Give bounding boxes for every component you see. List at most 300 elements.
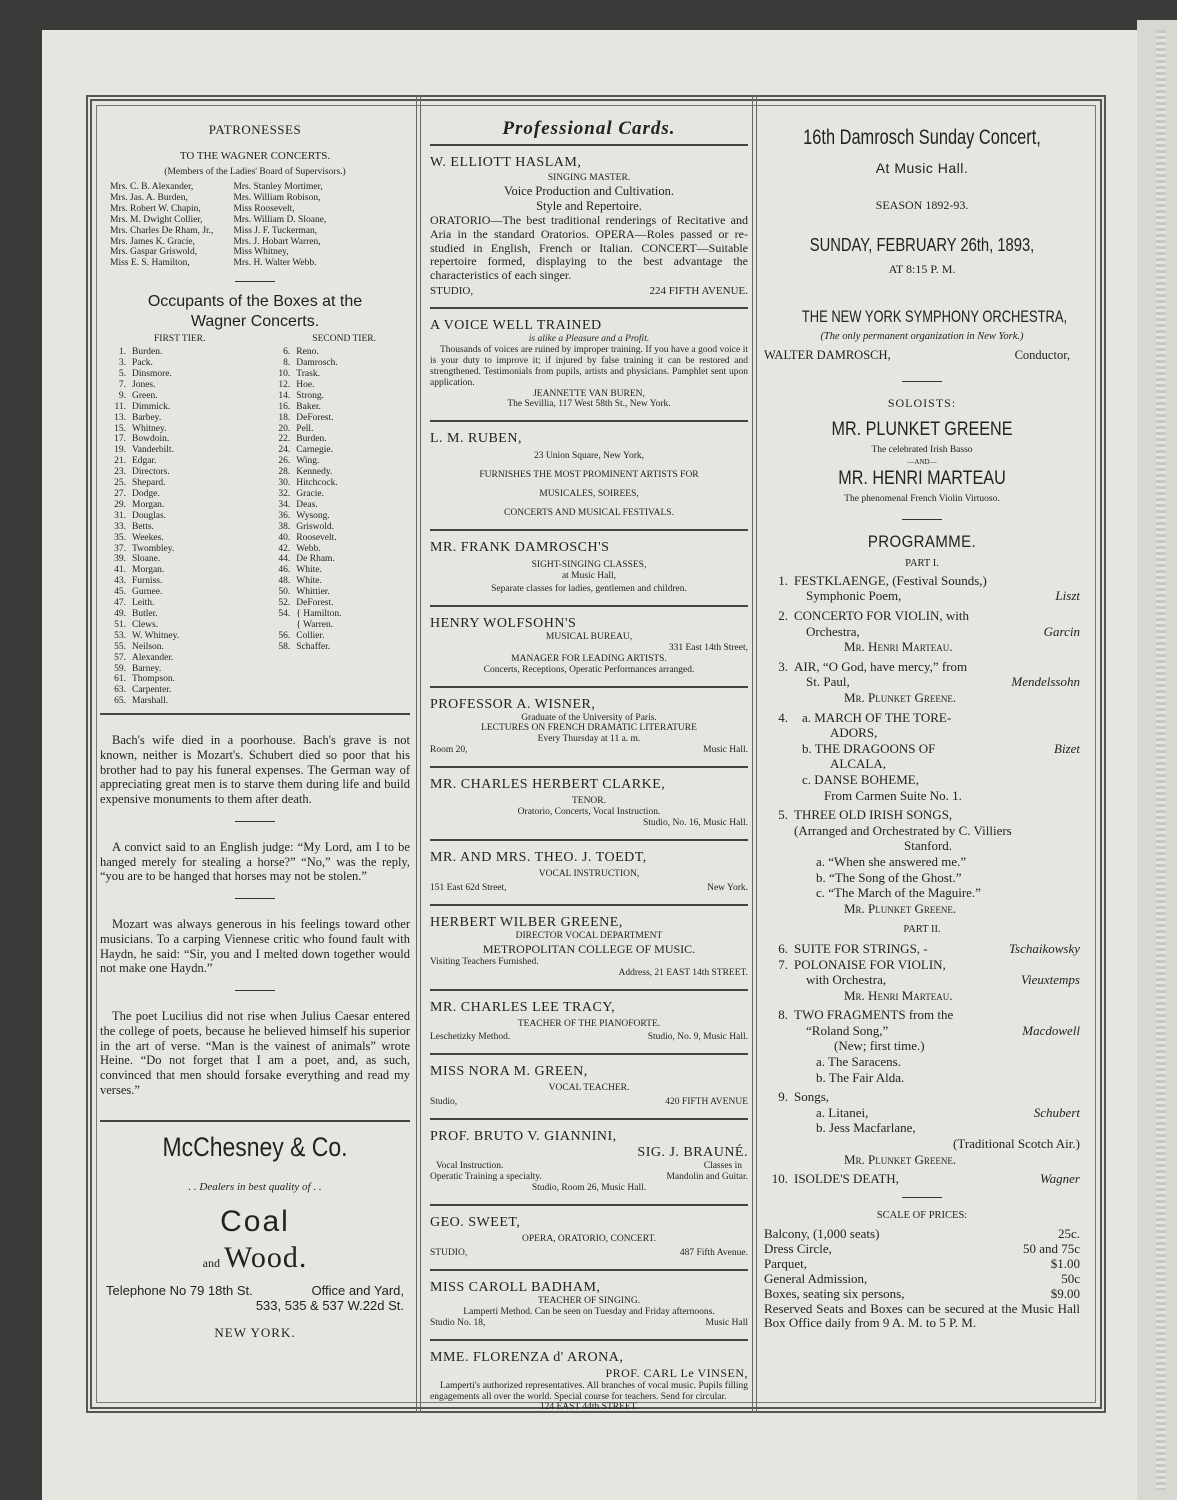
card-rule	[430, 839, 748, 841]
soloist-desc: The celebrated Irish Basso	[871, 445, 973, 455]
box-number: 53.	[114, 630, 126, 641]
box-row	[268, 413, 376, 424]
price-label: Dress Circle,	[764, 1240, 832, 1256]
box-row	[104, 554, 205, 565]
card-line: Visiting Teachers Furnished.	[430, 956, 539, 967]
item-number: 6.	[778, 940, 788, 956]
box-occupant: Furniss.	[132, 576, 163, 587]
patroness: Mrs. Robert W. Chapin,	[110, 203, 201, 214]
prices-title: SCALE OF PRICES:	[876, 1209, 968, 1221]
box-occupant: Kennedy.	[296, 467, 333, 478]
box-number: 47.	[114, 598, 126, 609]
item-composer: Garcin	[1043, 623, 1080, 639]
box-number: 32.	[278, 489, 291, 499]
box-number: 45.	[114, 587, 126, 598]
box-row	[104, 413, 205, 424]
card-name: SIG. J. BRAUNÉ.	[637, 1145, 748, 1161]
box-number: 61.	[114, 674, 126, 685]
box-occupant: Damrosch.	[296, 358, 338, 369]
box-occupant: Carnegie.	[296, 445, 333, 456]
item-subtitle: Stanford.	[904, 838, 953, 854]
item-number: 3.	[778, 658, 788, 674]
soloist-name: MR. HENRI MARTEAU	[838, 467, 1006, 489]
patroness: Mrs. Jas. A. Burden,	[110, 192, 188, 203]
box-row	[268, 533, 376, 544]
ad-company: McChesney & Co.	[162, 1131, 348, 1162]
box-number: 48.	[278, 576, 291, 587]
patronesses-right	[233, 182, 326, 269]
card-address: 420 FIFTH AVENUE	[665, 1097, 748, 1108]
item-composer: Mendelssohn	[1011, 674, 1080, 690]
box-row	[104, 522, 205, 533]
box-row	[268, 522, 376, 533]
box-occupant: Marshall.	[132, 696, 169, 707]
box-row	[268, 424, 376, 435]
card-name: HERBERT WILBER GREENE,	[430, 914, 623, 930]
box-row	[268, 620, 376, 631]
box-number: 44.	[278, 554, 291, 565]
card-name: MR. CHARLES LEE TRACY,	[430, 999, 616, 1015]
item-title: Songs,	[794, 1089, 830, 1105]
second-tier-label: SECOND TIER.	[312, 334, 376, 345]
box-occupant: Dodge.	[132, 489, 160, 499]
item-part: ADORS,	[830, 725, 878, 741]
box-number: 6.	[283, 347, 291, 358]
card-footer	[430, 1318, 748, 1329]
conductor-name: WALTER DAMROSCH,	[764, 348, 891, 362]
conductor-line	[764, 348, 1080, 363]
divider	[902, 381, 942, 382]
box-row	[104, 631, 205, 642]
card-footer	[430, 883, 748, 894]
box-occupant: White.	[296, 565, 322, 576]
item-part: ALCALA,	[830, 756, 886, 772]
card-role: SINGING MASTER.	[547, 173, 631, 183]
box-occupant: Jones.	[132, 379, 156, 390]
box-occupant: Barbey.	[132, 412, 162, 423]
box-number: 39.	[114, 554, 126, 565]
item-composer: Schubert	[1033, 1104, 1080, 1120]
patroness: Miss E. S. Hamilton,	[110, 258, 190, 269]
box-row	[104, 598, 205, 609]
box-number: 27.	[114, 489, 126, 499]
box-occupant: De Rham.	[296, 554, 335, 565]
card-sig: JEANNETTE VAN BUREN,	[533, 388, 645, 399]
box-row	[268, 576, 376, 587]
box-number: 8.	[283, 358, 291, 369]
box-row	[104, 533, 205, 544]
box-row	[268, 609, 376, 620]
item-subtitle: Orchestra,	[806, 623, 860, 639]
item-title: THREE OLD IRISH SONGS,	[794, 807, 953, 823]
card-address: 151 East 62d Street,	[430, 882, 507, 893]
cards-title: Professional Cards.	[502, 118, 676, 139]
box-occupant: Wing.	[296, 456, 320, 467]
box-row	[268, 456, 376, 467]
box-number: 54.	[278, 608, 291, 619]
card-name: A VOICE WELL TRAINED	[430, 317, 602, 333]
item-composer: Macdowell	[1022, 1022, 1080, 1038]
box-occupant: Gracie.	[296, 489, 324, 499]
card-line: VOCAL INSTRUCTION,	[538, 868, 640, 879]
box-row	[104, 653, 205, 664]
box-row	[104, 402, 205, 413]
card-sub: is alike a Pleasure and a Profit.	[528, 333, 650, 344]
card-rule	[430, 1053, 748, 1055]
box-number: 23.	[114, 467, 126, 478]
card-address: 331 East 14th Street,	[668, 642, 748, 653]
box-row	[268, 598, 376, 609]
divider	[235, 898, 275, 899]
boxes-title-line: Wagner Concerts.	[190, 313, 320, 331]
box-occupant: Edgar.	[132, 456, 157, 467]
box-occupant: Alexander.	[132, 652, 174, 663]
price-label: General Admission,	[764, 1270, 868, 1286]
item-number: 8.	[778, 1007, 788, 1023]
ad-wood: Wood.	[223, 1240, 308, 1274]
patronesses-subtitle: TO THE WAGNER CONCERTS.	[179, 150, 331, 162]
card-line: Voice Production and Cultivation.	[504, 183, 674, 198]
item-part: a. “When she answered me.”	[816, 853, 967, 869]
card-badham	[430, 1277, 748, 1333]
box-number: 25.	[114, 478, 126, 489]
programme-list	[764, 573, 1080, 1187]
card-line: TEACHER OF THE PIANOFORTE.	[517, 1018, 661, 1029]
conductor-role: Conductor,	[1014, 348, 1070, 362]
patroness: Mrs. Stanley Mortimer,	[233, 181, 323, 192]
card-damrosch	[430, 537, 748, 599]
programme-item	[764, 1089, 1080, 1167]
patronesses-left	[110, 182, 213, 269]
card-name: GEO. SWEET,	[430, 1215, 521, 1231]
anecdote: The poet Lucilius did not rise when Julius Caesar entered the college of poets, because he believed himself his superior in the art of verse. “Man is the vainest of animals” wrote Heine. “Do not forget that I am a poet, and, as such, convinced that men should forsake everything and read my verses.”	[100, 1009, 410, 1097]
box-occupant: DeForest.	[296, 412, 334, 423]
orchestra-note: (The only permanent organization in New York.)	[820, 331, 1024, 342]
box-row	[104, 565, 205, 576]
card-arona	[430, 1347, 748, 1418]
price-label: Parquet,	[764, 1255, 807, 1271]
box-number: 7.	[118, 379, 126, 390]
box-row	[104, 489, 205, 500]
item-subtitle: From Carmen Suite No. 1.	[824, 787, 962, 803]
patroness: Mrs. Charles De Rham, Jr.,	[110, 225, 214, 236]
box-occupant: Morgan.	[132, 499, 165, 510]
box-occupant: Sloane.	[132, 554, 161, 565]
box-row	[268, 642, 376, 653]
price-list	[764, 1227, 1080, 1302]
card-studio: Studio No. 18,	[430, 1317, 486, 1328]
box-number: 18.	[278, 412, 291, 423]
patroness: Mrs. C. B. Alexander,	[110, 181, 194, 192]
box-occupant: Clews.	[132, 619, 159, 630]
programme-item	[764, 941, 1080, 957]
box-occupant: Shepard.	[132, 478, 166, 489]
card-line: OPERA, ORATORIO, CONCERT.	[522, 1234, 656, 1245]
section-rule	[100, 713, 410, 715]
item-part: a. MARCH OF THE TORE-	[802, 709, 952, 725]
patroness: Miss J. F. Tuckerman,	[233, 225, 318, 236]
card-rule	[430, 420, 748, 422]
box-number: 41.	[114, 565, 126, 576]
programme-item	[764, 807, 1080, 916]
programme-item	[764, 957, 1080, 1004]
card-address: 23 Union Square, New York,	[533, 451, 645, 462]
divider	[235, 990, 275, 991]
box-row	[268, 402, 376, 413]
card-studio: STUDIO,	[430, 1247, 468, 1258]
box-number	[268, 620, 296, 631]
part-label: PART I.	[905, 557, 939, 569]
price-row	[764, 1227, 1080, 1242]
box-number: 31.	[114, 510, 126, 521]
box-number: 34.	[278, 499, 291, 510]
box-occupant: Hoe.	[296, 379, 315, 390]
box-occupant: Neilson.	[132, 641, 164, 652]
box-number: 56.	[278, 630, 291, 641]
box-row	[268, 631, 376, 642]
programme-item	[764, 608, 1080, 655]
box-row	[104, 391, 205, 402]
card-rule	[430, 766, 748, 768]
box-number: 40.	[278, 532, 291, 543]
card-address: 224 FIFTH AVENUE.	[649, 284, 748, 297]
programme-item	[764, 573, 1080, 604]
card-hall: Music Hall.	[703, 745, 748, 756]
box-occupant: Douglas.	[132, 510, 167, 521]
box-number: 65.	[114, 696, 126, 707]
card-line: Studio, No. 16, Music Hall.	[642, 818, 748, 829]
box-row	[104, 478, 205, 489]
card-sweet	[430, 1212, 748, 1263]
box-row	[268, 434, 376, 445]
price-value: $1.00	[1050, 1255, 1080, 1271]
patroness: Mrs. William Robison,	[233, 192, 321, 203]
patroness: Mrs. Gaspar Griswold,	[110, 247, 198, 258]
box-row	[104, 467, 205, 478]
first-tier-label: FIRST TIER.	[154, 334, 206, 345]
box-row	[104, 445, 205, 456]
soloist-name: MR. PLUNKET GREENE	[831, 419, 1013, 440]
patronesses-note: (Members of the Ladies' Board of Supervisors.)	[164, 167, 346, 177]
box-occupant: Twombley.	[132, 543, 175, 554]
item-part: c. DANSE BOHEME,	[802, 771, 919, 787]
item-composer: Wagner	[1040, 1171, 1080, 1187]
box-number: 33.	[114, 521, 126, 532]
box-occupant: Reno.	[296, 347, 319, 358]
card-ruben	[430, 428, 748, 523]
box-occupant: Whittier.	[296, 587, 330, 598]
item-title: AIR, “O God, have mercy,” from	[794, 658, 968, 674]
box-row	[104, 674, 205, 685]
card-name: PROF. CARL Le VINSEN,	[605, 1365, 748, 1380]
box-row	[268, 467, 376, 478]
item-subtitle: with Orchestra,	[806, 972, 887, 988]
box-row	[104, 358, 205, 369]
card-voice	[430, 315, 748, 414]
card-city: New York.	[707, 882, 748, 893]
card-rule	[430, 529, 748, 531]
item-part: b. Jess Macfarlane,	[816, 1120, 916, 1136]
box-number: 15.	[114, 423, 126, 434]
ad-tagline: . . Dealers in best quality of . .	[188, 1180, 322, 1193]
item-number: 9.	[778, 1089, 788, 1105]
box-row	[104, 642, 205, 653]
page-edges	[1156, 30, 1166, 1490]
card-rule	[430, 989, 748, 991]
item-performer: Mr. Plunket Greene.	[844, 690, 957, 705]
item-title: ISOLDE'S DEATH,	[794, 1171, 899, 1187]
item-subtitle: (New; first time.)	[834, 1038, 925, 1054]
reserved-note: Reserved Seats and Boxes can be secured at the Music Hall Box Office daily from 9 A. M. to 5 P. M.	[764, 1300, 1080, 1331]
price-value: 25c.	[1057, 1225, 1080, 1241]
card-line: MANAGER FOR LEADING ARTISTS.	[511, 653, 667, 664]
box-occupant: Trask.	[296, 369, 320, 380]
box-occupant: Betts.	[132, 521, 154, 532]
card-address: 487 Fifth Avenue.	[679, 1247, 748, 1258]
box-occupant: Baker.	[296, 401, 321, 412]
box-occupant: Roosevelt.	[296, 532, 337, 543]
box-number: 21.	[114, 456, 126, 467]
card-wisner	[430, 694, 748, 761]
card-line: MUSICALES, SOIREES,	[539, 489, 639, 500]
card-rule	[430, 904, 748, 906]
box-occupant: Pell.	[296, 423, 314, 434]
soloists-label: SOLOISTS:	[887, 396, 957, 410]
card-rule	[430, 1269, 748, 1271]
item-title: SUITE FOR STRINGS, -	[794, 940, 928, 956]
card-name: MR. CHARLES HERBERT CLARKE,	[430, 777, 666, 793]
card-line-left: Vocal Instruction.	[436, 1161, 504, 1172]
card-line: TEACHER OF SINGING.	[537, 1295, 641, 1306]
card-line: Every Thursday at 11 a. m.	[537, 734, 641, 745]
ad-coal: Coal	[220, 1204, 290, 1238]
card-line: MUSICAL BUREAU,	[545, 631, 633, 642]
box-occupant: Hitchcock.	[296, 478, 338, 489]
box-row	[268, 554, 376, 565]
card-rule	[430, 1118, 748, 1120]
card-toedt	[430, 847, 748, 898]
box-number: 37.	[114, 543, 126, 554]
boxes-tiers	[100, 334, 410, 707]
card-name: PROF. BRUTO V. GIANNINI,	[430, 1129, 617, 1145]
item-number: 7.	[778, 956, 788, 972]
box-number: 19.	[114, 445, 126, 456]
box-occupant: Dimmick.	[132, 401, 171, 412]
orchestra-name: THE NEW YORK SYMPHONY ORCHESTRA,	[801, 307, 1068, 326]
card-line-right: Classes in	[703, 1161, 742, 1172]
item-subtitle: Symphonic Poem,	[806, 588, 902, 604]
box-number: 10.	[278, 369, 291, 380]
card-rule	[430, 605, 748, 607]
patronesses-list	[100, 182, 410, 269]
patroness: Mrs. William D. Sloane,	[233, 214, 327, 225]
box-row	[104, 620, 205, 631]
first-tier	[104, 334, 205, 707]
programme-title: PROGRAMME.	[867, 531, 977, 551]
card-line	[430, 1161, 748, 1172]
card-giannini	[430, 1126, 748, 1198]
patronesses-title: PATRONESSES	[208, 122, 302, 137]
box-number: 51.	[114, 619, 126, 630]
card-rule	[430, 1204, 748, 1206]
box-occupant: Butler.	[132, 608, 158, 619]
ad-telephone: Telephone No 79 18th St.	[106, 1282, 253, 1298]
anecdote: Bach's wife died in a poorhouse. Bach's grave is not known, neither is Mozart's. Schubert died so poor that his brother had to pay his funeral expenses. The German way of appreciating great men is to starve them during life and build expensive monuments to them after death.	[100, 733, 410, 807]
box-number: 16.	[278, 401, 291, 412]
box-number: 50.	[278, 587, 291, 598]
box-number: 11.	[114, 401, 126, 412]
card-name: MISS CAROLL BADHAM,	[430, 1279, 601, 1295]
price-row	[764, 1242, 1080, 1257]
card-footer	[430, 1248, 748, 1259]
box-number: 46.	[278, 565, 291, 576]
box-number: 59.	[114, 663, 126, 674]
box-row	[104, 380, 205, 391]
patroness: Mrs. H. Walter Webb.	[233, 258, 317, 269]
item-subtitle: St. Paul,	[806, 674, 850, 690]
box-row	[268, 380, 376, 391]
box-occupant: Strong.	[296, 390, 325, 401]
card-clarke	[430, 774, 748, 833]
card-studio: Studio,	[430, 1097, 458, 1108]
box-number: 14.	[278, 390, 291, 401]
card-line: Concerts, Receptions, Operatic Performances arranged.	[483, 664, 695, 675]
patroness: Miss Whitney,	[233, 247, 289, 258]
ad-wood-line	[100, 1241, 410, 1275]
box-occupant: Pack.	[132, 358, 153, 369]
box-occupant: { Warren.	[296, 619, 334, 630]
divider	[902, 519, 942, 520]
programme-item	[764, 710, 1080, 804]
box-occupant: Leith.	[132, 598, 155, 609]
part-label: PART II.	[903, 924, 941, 936]
box-number: 24.	[278, 445, 291, 456]
box-row	[104, 576, 205, 587]
card-name: MR. AND MRS. THEO. J. TOEDT,	[430, 849, 647, 865]
card-text: Thousands of voices are ruined by improper training. If you have a good voice it is your duty to improve it; if injured by false training it can be restored and strengthened. Testimonials from pupils, artists and physicians. Pamphlet sent upon application.	[430, 344, 748, 388]
patroness: Miss Roosevelt,	[233, 203, 295, 214]
price-value: 50 and 75c	[1022, 1240, 1080, 1256]
card-text: Lamperti's authorized representatives. All branches of vocal music. Pupils filling engagements all over the world. Special course for teachers. Send for circular.	[430, 1380, 748, 1402]
box-row	[268, 347, 376, 358]
card-line-left: Operatic Training a specialty.	[430, 1172, 542, 1183]
soloist-desc: The phenomenal French Violin Virtuoso.	[844, 493, 1000, 504]
box-row	[104, 456, 205, 467]
and-label: —AND—	[907, 457, 937, 466]
card-rule	[430, 686, 748, 688]
card-name: MR. FRANK DAMROSCH'S	[430, 540, 610, 556]
card-line: Style and Repertoire.	[536, 198, 642, 213]
box-occupant: Green.	[132, 390, 158, 401]
box-number: 29.	[114, 499, 126, 510]
box-occupant: Wysong.	[296, 510, 330, 521]
item-subtitle: (Traditional Scotch Air.)	[953, 1136, 1080, 1152]
card-address: Address, 21 EAST 14th STREET.	[618, 967, 748, 978]
card-name: HENRY WOLFSOHN'S	[430, 615, 577, 631]
price-row	[764, 1257, 1080, 1272]
box-row	[104, 544, 205, 555]
item-part: b. THE DRAGOONS OF	[802, 740, 936, 756]
box-number: 58.	[278, 641, 291, 652]
box-number: 5.	[118, 369, 126, 380]
box-row	[268, 565, 376, 576]
concert-date: SUNDAY, FEBRUARY 26th, 1893,	[809, 235, 1035, 255]
box-row	[104, 347, 205, 358]
box-occupant: Gurnee.	[132, 587, 163, 598]
price-value: $9.00	[1050, 1285, 1080, 1301]
box-number: 26.	[278, 456, 291, 467]
box-occupant: Schaffer.	[296, 641, 331, 652]
